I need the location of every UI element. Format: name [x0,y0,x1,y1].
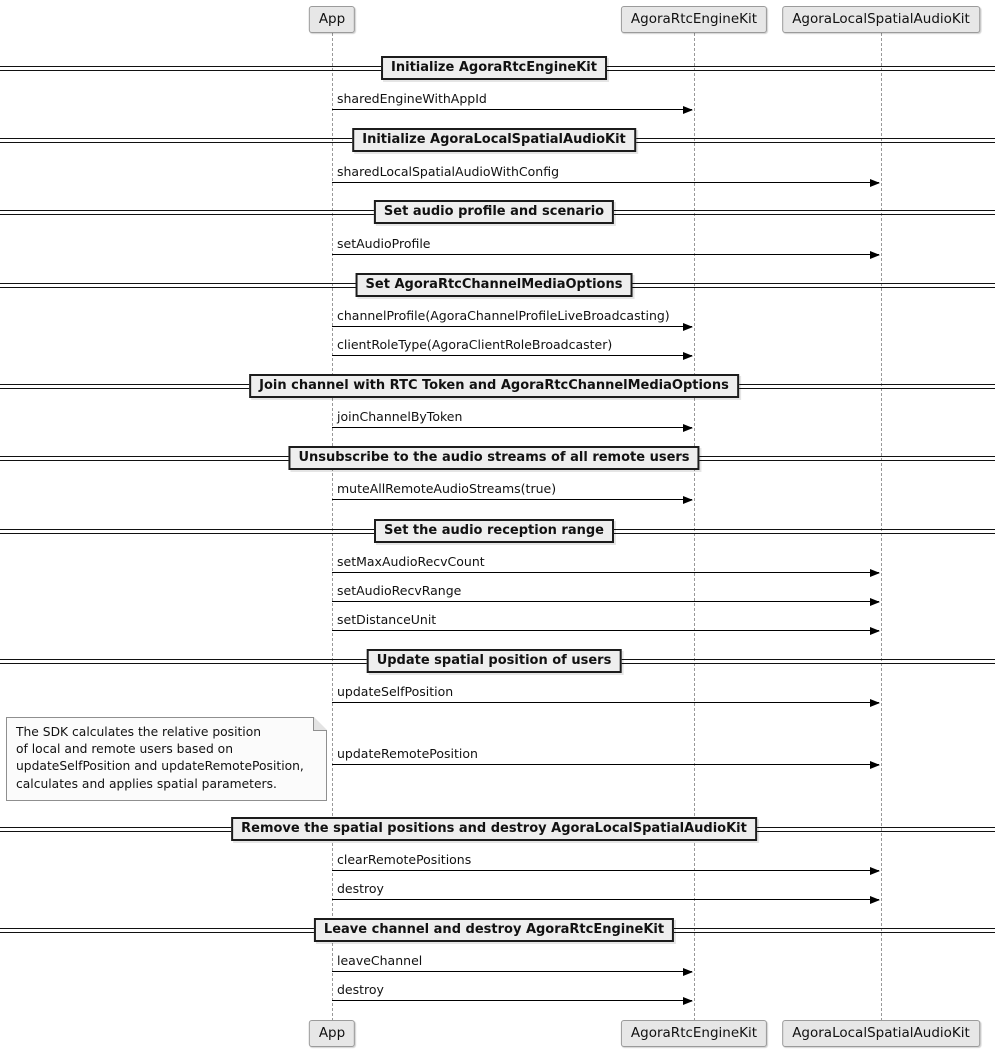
message-arrow-line [332,182,879,183]
message [332,480,692,500]
participant-box-agoralocalspatialaudiokit-top: AgoraLocalSpatialAudioKit [782,6,980,33]
message-arrow-line [332,971,692,972]
participant-box-app-top: App [309,6,355,33]
message-label: channelProfile(AgoraChannelProfileLiveBroadcasting) [337,308,670,323]
message-label: setAudioRecvRange [337,583,462,598]
message-label: leaveChannel [337,953,423,968]
arrowhead-icon [870,598,880,606]
message [332,683,879,703]
arrowhead-icon [870,896,880,904]
message-arrow-line [332,764,879,765]
section-divider-label: Set audio profile and scenario [374,200,614,224]
message [332,582,879,602]
arrowhead-icon [870,569,880,577]
message [332,981,692,1001]
section-divider-label: Initialize AgoraLocalSpatialAudioKit [352,128,636,152]
message [332,553,879,573]
message [332,851,879,871]
message-label: sharedLocalSpatialAudioWithConfig [337,164,560,179]
arrowhead-icon [870,251,880,259]
arrowhead-icon [683,323,693,331]
participant-box-agoralocalspatialaudiokit-bottom: AgoraLocalSpatialAudioKit [782,1020,980,1047]
arrowhead-icon [870,761,880,769]
message [332,235,879,255]
arrowhead-icon [870,699,880,707]
message [332,611,879,631]
section-divider-label: Join channel with RTC Token and AgoraRtcChannelMediaOptions [249,374,739,398]
message-label: joinChannelByToken [337,409,463,424]
message-label: updateSelfPosition [337,684,454,699]
message-arrow-line [332,870,879,871]
message-arrow-line [332,702,879,703]
participant-box-agorartcenginekit-bottom: AgoraRtcEngineKit [621,1020,767,1047]
message [332,90,692,110]
note-text-line: of local and remote users based on [16,742,233,757]
arrowhead-icon [870,867,880,875]
message-label: setDistanceUnit [337,612,437,627]
message-arrow-line [332,427,692,428]
message-label: clearRemotePositions [337,852,472,867]
section-divider-label: Leave channel and destroy AgoraRtcEngineKit [314,918,674,942]
message-arrow-line [332,899,879,900]
message-label: setAudioProfile [337,236,431,251]
section-divider-label: Update spatial position of users [367,649,622,673]
message-label: sharedEngineWithAppId [337,91,487,106]
message-arrow-line [332,1000,692,1001]
arrowhead-icon [683,424,693,432]
message [332,163,879,183]
arrowhead-icon [683,997,693,1005]
message-arrow-line [332,109,692,110]
message-arrow-line [332,254,879,255]
arrowhead-icon [683,106,693,114]
message [332,307,692,327]
message [332,408,692,428]
lifeline-agoralocalspatialaudiokit [881,33,882,1021]
participant-box-agorartcenginekit-top: AgoraRtcEngineKit [621,6,767,33]
arrowhead-icon [870,179,880,187]
note-box [6,717,327,801]
message-label: destroy [337,881,384,896]
message-arrow-line [332,630,879,631]
section-divider-label: Remove the spatial positions and destroy AgoraLocalSpatialAudioKit [231,817,757,841]
arrowhead-icon [683,968,693,976]
message-label: clientRoleType(AgoraClientRoleBroadcaster) [337,337,613,352]
arrowhead-icon [683,352,693,360]
note-text-line: calculates and applies spatial parameters. [16,776,277,791]
participant-box-app-bottom: App [309,1020,355,1047]
message-label: setMaxAudioRecvCount [337,554,485,569]
message [332,745,879,765]
message-label: updateRemotePosition [337,746,478,761]
message [332,952,692,972]
message-arrow-line [332,572,879,573]
message-label: muteAllRemoteAudioStreams(true) [337,481,557,496]
message-arrow-line [332,326,692,327]
message-arrow-line [332,601,879,602]
note-text-line: updateSelfPosition and updateRemotePosition, [16,759,304,774]
arrowhead-icon [870,627,880,635]
section-divider-label: Set the audio reception range [374,519,614,543]
note-text-line: The SDK calculates the relative position [16,725,262,739]
message [332,880,879,900]
message-arrow-line [332,355,692,356]
arrowhead-icon [683,496,693,504]
section-divider-label: Set AgoraRtcChannelMediaOptions [356,273,633,297]
section-divider-label: Initialize AgoraRtcEngineKit [381,56,607,80]
message [332,336,692,356]
message-label: destroy [337,982,384,997]
section-divider-label: Unsubscribe to the audio streams of all remote users [288,446,699,470]
message-arrow-line [332,499,692,500]
